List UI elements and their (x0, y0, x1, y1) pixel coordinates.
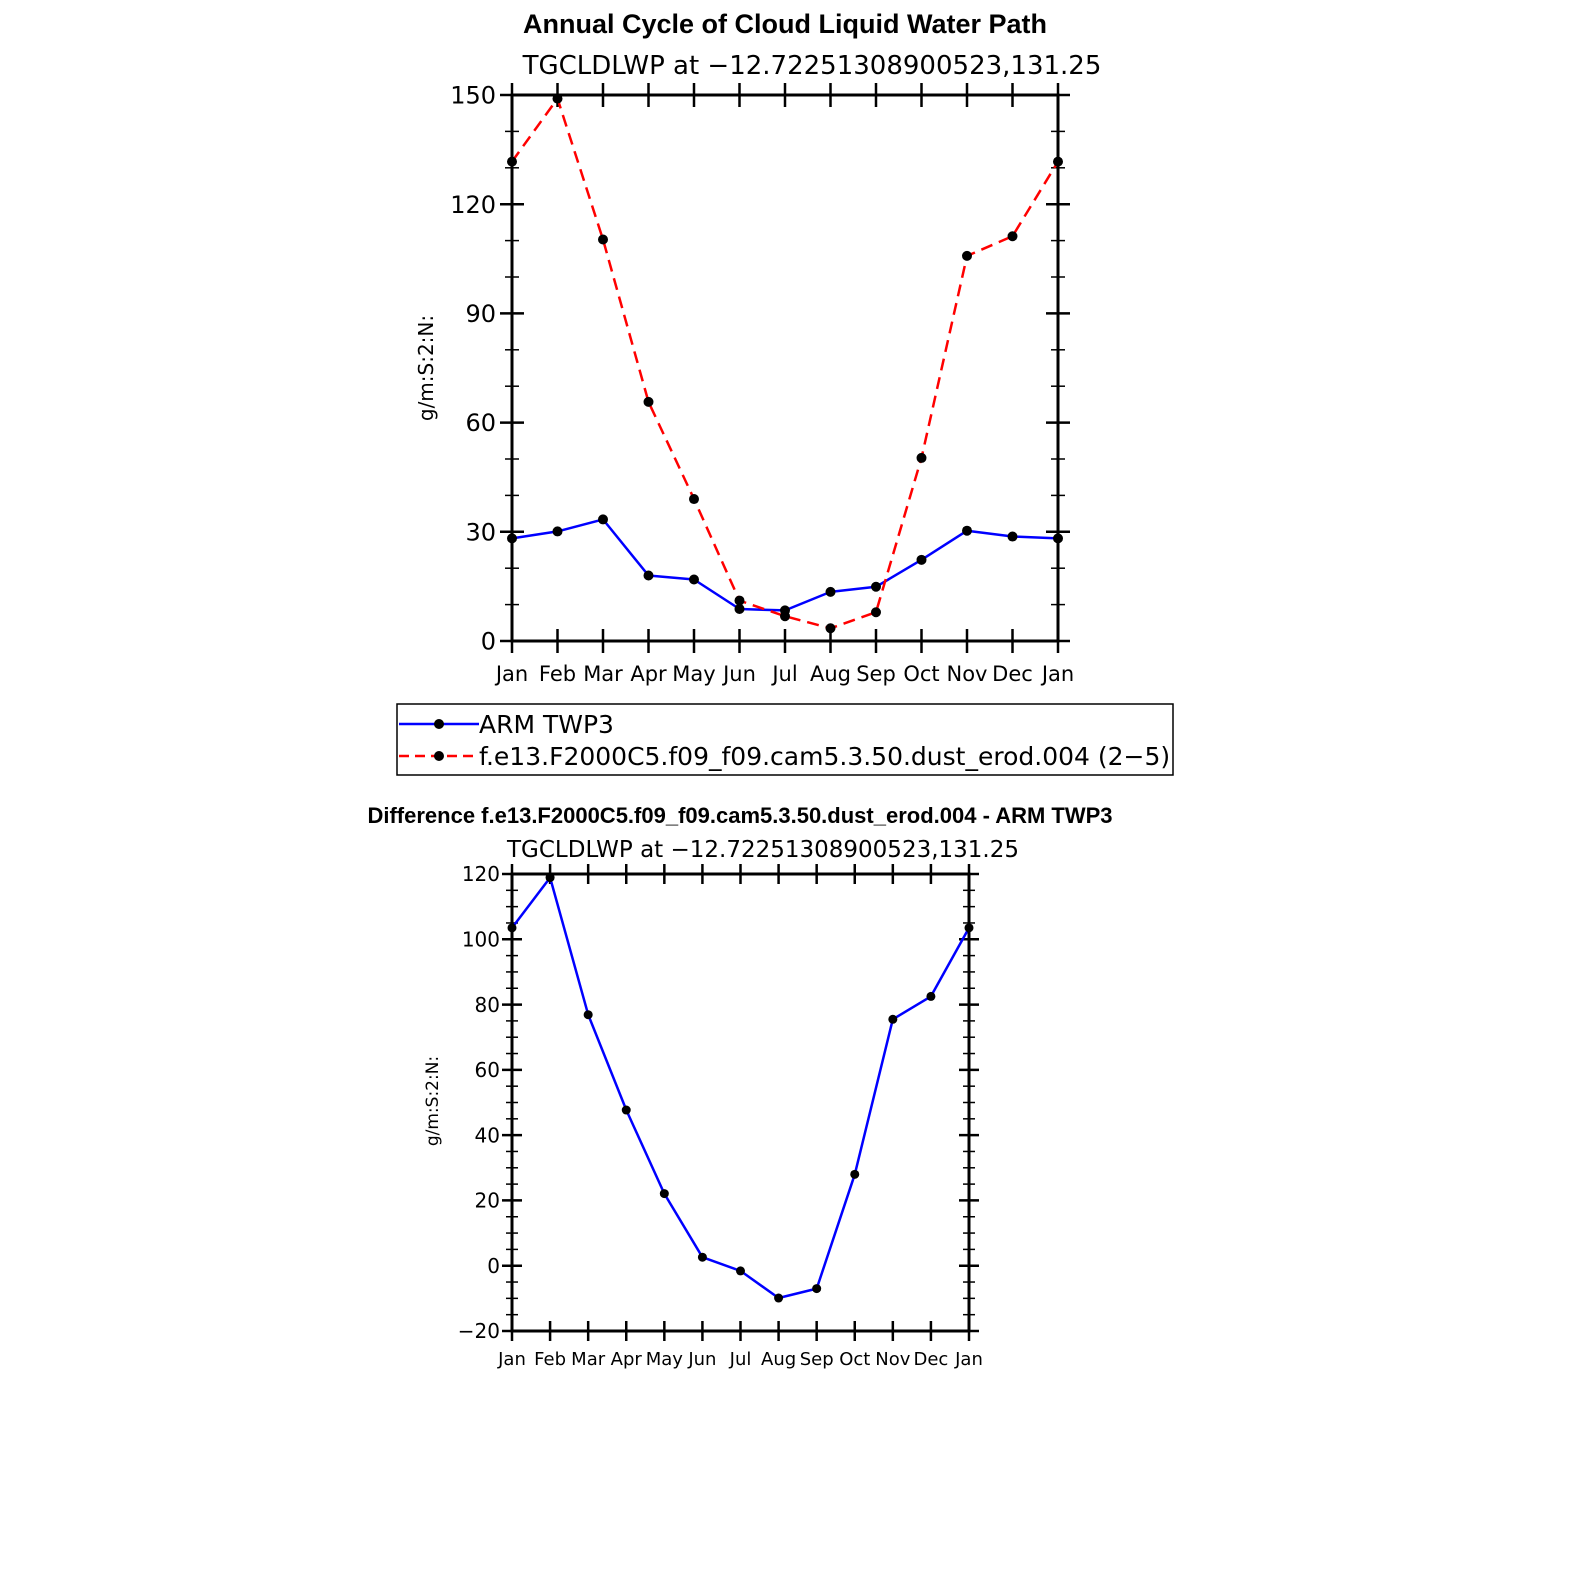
data-point (962, 526, 972, 536)
data-point (622, 1106, 631, 1115)
x-tick-label: May (645, 1349, 683, 1370)
y-axis-label: g/m:S:2:N: (414, 314, 438, 422)
axis-ticks (500, 83, 1070, 653)
data-point (871, 582, 881, 592)
y-tick-label: 0 (480, 627, 496, 656)
x-tick-label: Dec (992, 662, 1033, 686)
data-point (871, 607, 881, 617)
data-point (689, 574, 699, 584)
data-point (774, 1294, 783, 1303)
data-point (598, 514, 608, 524)
x-tick-label: Oct (839, 1349, 871, 1370)
series-line-1 (512, 99, 1058, 629)
data-point (1008, 532, 1018, 542)
data-point (917, 453, 927, 463)
x-tick-label: Feb (538, 662, 577, 686)
legend-marker-model (434, 751, 444, 761)
data-point (888, 1015, 897, 1024)
series-line-0 (512, 519, 1058, 610)
data-point (826, 623, 836, 633)
x-tick-label: Jan (955, 1349, 983, 1370)
annual-cycle-panel (414, 9, 1101, 686)
y-tick-label: 40 (474, 1123, 500, 1148)
chart-title: Annual Cycle of Cloud Liquid Water Path (522, 9, 1048, 39)
x-tick-label: Jan (498, 1349, 526, 1370)
x-tick-label: Apr (610, 1349, 642, 1370)
legend-marker-arm (434, 719, 444, 729)
series-layer (508, 873, 974, 1302)
difference-panel (367, 803, 1112, 1370)
data-point (917, 555, 927, 565)
chart-subtitle: TGCLDLWP at −12.72251308900523,131.25 (506, 837, 1020, 863)
y-tick-label: −20 (457, 1319, 500, 1344)
y-tick-label: 20 (474, 1188, 500, 1213)
data-point (644, 397, 654, 407)
x-tick-label: Jul (772, 662, 798, 686)
x-tick-label: Jan (495, 662, 529, 686)
data-point (812, 1284, 821, 1293)
x-tick-label: Nov (875, 1349, 911, 1370)
data-point (850, 1170, 859, 1179)
x-tick-label: Aug (809, 662, 852, 686)
data-point (553, 526, 563, 536)
x-tick-label: Sep (856, 662, 896, 686)
data-point (735, 596, 745, 606)
y-tick-labels (458, 862, 500, 1343)
data-point (689, 494, 699, 504)
x-tick-label: Oct (903, 662, 940, 686)
chart-subtitle: TGCLDLWP at −12.72251308900523,131.25 (522, 51, 1102, 81)
data-point (598, 235, 608, 245)
x-tick-label: Dec (913, 1349, 949, 1370)
y-tick-labels (450, 82, 496, 656)
x-tick-labels (494, 662, 1074, 686)
legend-entry-model (399, 742, 1170, 771)
data-point (962, 251, 972, 261)
x-tick-label: Jan (1041, 662, 1075, 686)
x-tick-label: Feb (534, 1349, 567, 1370)
data-point (698, 1253, 707, 1262)
x-tick-label: Nov (946, 662, 988, 686)
y-tick-label: 60 (465, 409, 496, 438)
y-tick-label: 80 (474, 992, 500, 1017)
data-point (926, 992, 935, 1001)
y-tick-label: 120 (450, 190, 496, 219)
x-tick-label: Jun (723, 662, 756, 686)
legend-label-model: f.e13.F2000C5.f09_f09.cam5.3.50.dust_erod.004 (2−5) (479, 742, 1171, 771)
y-tick-label: 60 (474, 1058, 500, 1083)
plot-frame (512, 95, 1058, 641)
data-point (1008, 231, 1018, 241)
x-tick-label: Sep (799, 1349, 834, 1370)
y-tick-label: 100 (461, 927, 500, 952)
y-axis-label: g/m:S:2:N: (423, 1055, 443, 1147)
y-tick-label: 120 (461, 862, 500, 887)
legend (397, 704, 1173, 775)
legend-label-arm: ARM TWP3 (479, 710, 614, 739)
series-layer (507, 94, 1063, 634)
x-tick-label: May (672, 662, 716, 686)
x-tick-label: Jul (729, 1349, 752, 1370)
y-tick-label: 150 (450, 81, 496, 110)
plot-frame (512, 874, 969, 1331)
y-tick-label: 0 (487, 1253, 500, 1278)
chart-title: Difference f.e13.F2000C5.f09_f09.cam5.3.50.dust_erod.004 - ARM TWP3 (367, 803, 1113, 828)
y-tick-label: 30 (465, 518, 496, 547)
data-point (584, 1010, 593, 1019)
x-tick-labels (497, 1349, 983, 1370)
x-tick-label: Mar (583, 662, 623, 686)
data-point (644, 570, 654, 580)
x-tick-label: Mar (571, 1349, 606, 1370)
y-tick-label: 90 (465, 300, 496, 329)
data-point (736, 1266, 745, 1275)
data-point (660, 1189, 669, 1198)
series-line-0 (512, 878, 969, 1298)
x-tick-label: Apr (630, 662, 667, 686)
x-tick-label: Jun (688, 1349, 717, 1370)
data-point (780, 611, 790, 621)
data-point (826, 587, 836, 597)
x-tick-label: Aug (761, 1349, 797, 1370)
